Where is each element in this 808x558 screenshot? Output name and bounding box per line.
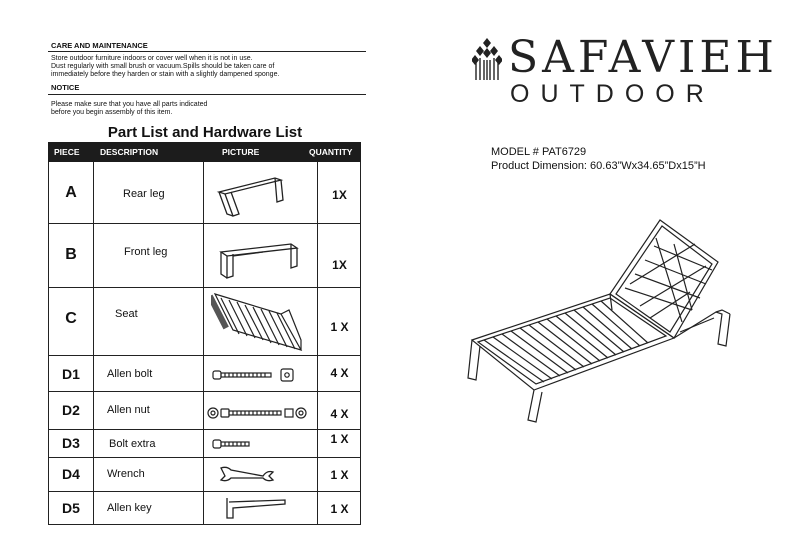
model-info xyxy=(491,145,706,173)
quantity: 4 X xyxy=(330,366,349,380)
description: Front leg xyxy=(124,246,168,258)
allen-key-icon xyxy=(223,496,289,522)
piece-label: B xyxy=(65,246,77,263)
table-row xyxy=(49,224,360,288)
care-title: CARE AND MAINTENANCE xyxy=(51,41,148,50)
quantity: 1 X xyxy=(330,468,349,482)
description: Allen bolt xyxy=(107,368,153,380)
description: Rear leg xyxy=(123,188,165,200)
table-row xyxy=(49,356,360,392)
notice-text-line-1: Please make sure that you have all parts indicated xyxy=(51,101,208,108)
header-quantity: QUANTITY xyxy=(309,147,353,157)
care-text-line-1: Store outdoor furniture indoors or cover well when it is not in use. xyxy=(51,55,253,62)
piece-label: D4 xyxy=(62,466,80,482)
table-row xyxy=(49,430,360,458)
safavieh-logo-icon xyxy=(472,38,502,82)
quantity: 1 X xyxy=(330,320,349,334)
quantity: 1 X xyxy=(330,432,349,446)
quantity: 1X xyxy=(332,258,347,272)
brand-sub: OUTDOOR xyxy=(510,80,715,108)
table-row xyxy=(49,392,360,430)
piece-label: D5 xyxy=(62,500,80,516)
divider xyxy=(48,51,366,52)
part-list-title: Part List and Hardware List xyxy=(107,124,303,141)
product-dimension: Product Dimension: 60.63”Wx34.65”Dx15”H xyxy=(491,160,706,172)
description: Bolt extra xyxy=(109,438,156,450)
quantity: 1 X xyxy=(330,502,349,516)
header-picture: PICTURE xyxy=(222,147,260,157)
description: Allen nut xyxy=(107,404,150,416)
table-row xyxy=(49,458,360,492)
care-text-line-2: Dust regularly with small brush or vacuum.Spills should be taken care of xyxy=(51,63,275,70)
notice-title: NOTICE xyxy=(51,83,80,92)
rear-leg-icon xyxy=(215,170,291,218)
header-description: DESCRIPTION xyxy=(100,147,159,157)
quantity: 4 X xyxy=(330,407,349,421)
piece-label: D3 xyxy=(62,435,80,451)
piece-label: D2 xyxy=(62,402,80,418)
care-text-line-3: immediately before they harden or stain with a slightly dampened sponge. xyxy=(51,71,280,78)
table-header xyxy=(48,142,361,162)
notice-text-line-2: before you begin assembly of this item. xyxy=(51,109,173,116)
description: Wrench xyxy=(107,468,145,480)
table-row xyxy=(49,288,360,356)
brand-name: SAFAVIEH xyxy=(508,32,778,83)
piece-label: D1 xyxy=(62,366,80,382)
description: Seat xyxy=(115,308,138,320)
header-piece: PIECE xyxy=(54,147,80,157)
piece-label: A xyxy=(65,184,77,201)
allen-bolt-icon xyxy=(211,366,301,384)
description: Allen key xyxy=(107,502,152,514)
table-row xyxy=(49,492,360,525)
front-leg-icon xyxy=(213,234,303,282)
seat-icon xyxy=(211,290,305,354)
parts-table xyxy=(48,162,361,525)
chaise-lounge-illustration xyxy=(460,214,740,428)
wrench-icon xyxy=(219,464,279,486)
divider xyxy=(48,94,366,95)
model-number: MODEL # PAT6729 xyxy=(491,146,587,158)
table-row xyxy=(49,162,360,224)
bolt-extra-icon xyxy=(211,437,253,451)
piece-label: C xyxy=(65,310,77,327)
quantity: 1X xyxy=(332,188,347,202)
allen-nut-icon xyxy=(207,404,309,422)
